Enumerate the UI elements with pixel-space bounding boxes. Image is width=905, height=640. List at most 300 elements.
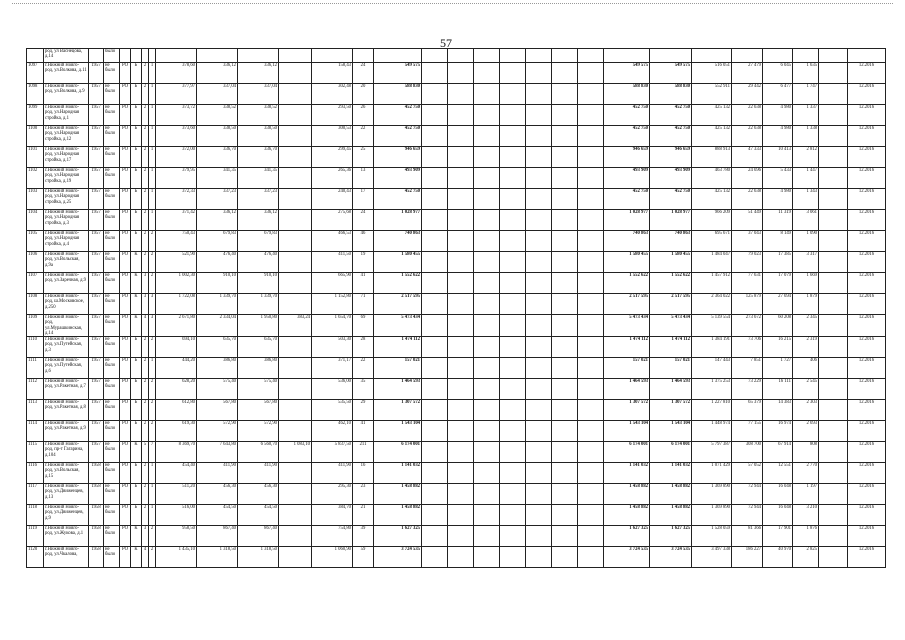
cell-number: 1115 [27, 442, 44, 463]
cell-cost-per-sqm: 2 693 [793, 421, 819, 442]
cell-year: 1957 [89, 147, 104, 168]
cell-address: г.Нижний Новго-род, ул.Народная стройка, д.1 [44, 105, 89, 126]
cell-total-area: 454,40 [156, 463, 197, 484]
cell-total-cost: 1 307 572 [374, 400, 422, 421]
cell-total-area: 378,60 [156, 63, 197, 84]
cell-empty [819, 379, 848, 400]
cell-planned-date: 12.2016 [848, 105, 886, 126]
cell-wall-material: Б [131, 84, 142, 105]
cell-empty [422, 84, 448, 105]
cell-empty [578, 126, 604, 147]
cell-residents: 17 [353, 189, 374, 210]
cell-cost-federal: 1 071 429 [692, 463, 732, 484]
cell-nonresidential-area [279, 547, 312, 568]
table-row [27, 484, 886, 505]
cell-empty [448, 63, 474, 84]
cell-living-area: 341,35 [197, 168, 238, 189]
cell-empty [448, 337, 474, 358]
cell-cost-local: 6 045 [763, 63, 793, 84]
cell-state: не было [104, 547, 120, 568]
cell-common-area: 503,30 [312, 337, 353, 358]
cell-cost-regional: 22 638 [732, 105, 763, 126]
cell-type: РО [120, 421, 131, 442]
cell-nonresidential-area [279, 463, 312, 484]
cell-empty [89, 49, 104, 63]
cell-cost-regional: 37 043 [732, 231, 763, 252]
cell-living-area: 456,30 [197, 484, 238, 505]
cell-common-area: 1 060,90 [312, 547, 353, 568]
cell-cost-total: 740 863 [604, 231, 650, 252]
cell-cost-total: 1 464 593 [604, 379, 650, 400]
cell-planned-date: 12.2016 [848, 63, 886, 84]
cell-empty [500, 294, 526, 315]
cell-cost-fund: 1 474 112 [650, 337, 692, 358]
cell-empty [422, 63, 448, 84]
cell-planned-date: 12.2016 [848, 526, 886, 547]
cell-nonresidential-area [279, 421, 312, 442]
cell-residential-area: 341,35 [238, 168, 279, 189]
cell-number: 1119 [27, 526, 44, 547]
cell-residents: 41 [353, 273, 374, 294]
cell-address: г.Нижний Новго-род, пр-т Гагарина, д.104 [44, 442, 89, 463]
cell-planned-date: 12.2016 [848, 484, 886, 505]
cell-empty [819, 358, 848, 379]
cell-state: не было [104, 105, 120, 126]
cell-empty [552, 126, 578, 147]
cell-nonresidential-area [279, 400, 312, 421]
cell-wall-material: Б [131, 463, 142, 484]
cell-empty [500, 84, 526, 105]
cell-state: не было [104, 294, 120, 315]
cell-empty [819, 84, 848, 105]
cell-total-cost: 3 724 535 [374, 547, 422, 568]
cell-residential-area: 567,80 [238, 400, 279, 421]
cell-type: РО [120, 400, 131, 421]
cell-cost-total: 1 543 104 [604, 421, 650, 442]
cell-type: РО [120, 105, 131, 126]
cell-living-area: 635,70 [197, 337, 238, 358]
cell-residential-area: 1 339,70 [238, 294, 279, 315]
cell-residential-area: 336,12 [238, 63, 279, 84]
cell-residential-area: 386,80 [238, 358, 279, 379]
cell-year: 1958 [89, 484, 104, 505]
cell-floors: 3 [142, 273, 149, 294]
cell-empty [526, 231, 552, 252]
cell-total-cost: 2 517 595 [374, 294, 422, 315]
cell-address: г.Нижний Новго-род, ул.Путейская, д.3 [44, 337, 89, 358]
cell-nonresidential-area [279, 63, 312, 84]
cell-wall-material: Б [131, 168, 142, 189]
cell-type: РО [120, 126, 131, 147]
cell-type: РО [120, 547, 131, 568]
cell-empty [526, 294, 552, 315]
cell-total-cost: 452 750 [374, 126, 422, 147]
cell-total-cost: 6 174 001 [374, 442, 422, 463]
cell-entrances: 3 [149, 294, 156, 315]
cell-cost-fund: 5 473 434 [650, 315, 692, 337]
cell-residential-area: 572,90 [238, 421, 279, 442]
cell-state: не было [104, 505, 120, 526]
cell-planned-date: 12.2016 [848, 84, 886, 105]
cell-residents: 26 [353, 105, 374, 126]
cell-empty [422, 294, 448, 315]
cell-nonresidential-area [279, 147, 312, 168]
cell-empty [474, 337, 500, 358]
cell-floors: 2 [142, 168, 149, 189]
cell-empty [819, 463, 848, 484]
cell-empty [578, 294, 604, 315]
cell-empty [819, 189, 848, 210]
cell-cost-per-sqm: 1 879 [793, 294, 819, 315]
cell-address: г.Нижний Новго-род, ул.Мурашкинская, д.14 [44, 315, 89, 337]
cell-cost-local: 27 694 [763, 294, 793, 315]
cell-common-area: 462,10 [312, 421, 353, 442]
cell-empty [474, 294, 500, 315]
cell-state: не было [104, 210, 120, 231]
cell-residents: 22 [353, 358, 374, 379]
cell-wall-material: Б [131, 379, 142, 400]
cell-cost-per-sqm: 2 303 [793, 400, 819, 421]
cell-entrances: 3 [149, 315, 156, 337]
cell-total-cost: 1 552 622 [374, 273, 422, 294]
cell-empty [500, 147, 526, 168]
cell-empty [552, 273, 578, 294]
cell-nonresidential-area [279, 294, 312, 315]
cell-wall-material: Б [131, 337, 142, 358]
cell-type: РО [120, 315, 131, 337]
cell-empty [819, 294, 848, 315]
cell-empty [474, 484, 500, 505]
cell-empty [422, 168, 448, 189]
cell-type: РО [120, 526, 131, 547]
cell-number: 1120 [27, 547, 44, 568]
cell-nonresidential-area [279, 379, 312, 400]
cell-cost-fund: 2 517 595 [650, 294, 692, 315]
cell-state: не было [104, 189, 120, 210]
cell-empty [552, 252, 578, 273]
cell-empty [422, 252, 448, 273]
cell-address: г.Нижний Новго-род, ул.Народная стройка, д.3 [44, 210, 89, 231]
cell-planned-date: 12.2016 [848, 547, 886, 568]
cell-empty [552, 147, 578, 168]
table-row [27, 526, 886, 547]
cell-empty [819, 252, 848, 273]
cell-cost-total: 588 830 [604, 84, 650, 105]
cell-planned-date: 12.2016 [848, 442, 886, 463]
cell-floors: 2 [142, 147, 149, 168]
cell-year: 1957 [89, 189, 104, 210]
cell-empty [552, 379, 578, 400]
cell-empty [500, 210, 526, 231]
cell-cost-federal: 888 913 [692, 147, 732, 168]
cell-entrances: 2 [149, 421, 156, 442]
cell-wall-material: Б [131, 126, 142, 147]
cell-empty [819, 526, 848, 547]
cell-cost-per-sqm: 2 345 [793, 315, 819, 337]
cell-entrances: 2 [149, 400, 156, 421]
cell-cost-regional: 65 379 [732, 400, 763, 421]
cell-floors: 4 [142, 547, 149, 568]
cell-living-area: 336,70 [197, 147, 238, 168]
cell-empty [422, 442, 448, 463]
cell-total-cost: 1 474 112 [374, 337, 422, 358]
cell-total-cost: 1 028 977 [374, 210, 422, 231]
cell-empty [422, 273, 448, 294]
cell-nonresidential-area [279, 252, 312, 273]
cell-entrances: 1 [149, 210, 156, 231]
cell-nonresidential-area [279, 84, 312, 105]
cell-nonresidential-area [279, 358, 312, 379]
cell-state: не было [104, 379, 120, 400]
cell-cost-federal: 2 364 022 [692, 294, 732, 315]
cell-total-area: 958,50 [156, 526, 197, 547]
cell-planned-date: 12.2016 [848, 400, 886, 421]
cell-year: 1957 [89, 421, 104, 442]
cell-total-area: 379,95 [156, 168, 197, 189]
cell-empty [552, 231, 578, 252]
cell-empty [526, 421, 552, 442]
cell-floors: 2 [142, 421, 149, 442]
cell-living-area: 572,90 [197, 421, 238, 442]
table-body [27, 49, 886, 568]
cell-empty [552, 484, 578, 505]
cell-number: 1113 [27, 400, 44, 421]
cell-floors: 2 [142, 63, 149, 84]
cell-living-area: 386,80 [197, 358, 238, 379]
cell-planned-date: 12.2016 [848, 252, 886, 273]
cell-residential-area: 1 950,80 [238, 315, 279, 337]
cell-cost-total: 2 517 595 [604, 294, 650, 315]
cell-total-area: 750,43 [156, 231, 197, 252]
table-row [27, 105, 886, 126]
cell-cost-total: 1 141 032 [604, 463, 650, 484]
cell-residents: 59 [353, 547, 374, 568]
cell-type: РО [120, 210, 131, 231]
cell-planned-date: 12.2016 [848, 463, 886, 484]
cell-empty [448, 84, 474, 105]
cell-empty [578, 379, 604, 400]
cell-living-area: 567,80 [197, 400, 238, 421]
cell-cost-regional: 186 227 [732, 547, 763, 568]
cell-floors: 2 [142, 252, 149, 273]
cell-cost-local: 67 914 [763, 442, 793, 463]
cell-residential-area: 411,90 [238, 463, 279, 484]
cell-empty [448, 421, 474, 442]
cell-empty [819, 400, 848, 421]
cell-empty [500, 547, 526, 568]
cell-state: не было [104, 168, 120, 189]
cell-state: не было [104, 463, 120, 484]
cell-empty [422, 547, 448, 568]
cell-nonresidential-area [279, 126, 312, 147]
cell-common-area: 411,90 [312, 463, 353, 484]
cell-cost-total: 1 474 112 [604, 337, 650, 358]
cell-empty [422, 337, 448, 358]
table-row [27, 358, 886, 379]
cell-total-area: 516,00 [156, 505, 197, 526]
cell-number: 1118 [27, 505, 44, 526]
cell-address: род, ул Васнецова, д.14 [44, 49, 89, 63]
cell-cost-regional: 27 479 [732, 63, 763, 84]
cell-common-area: 1 654,70 [312, 315, 353, 337]
cell-empty [526, 84, 552, 105]
cell-number: 1102 [27, 168, 44, 189]
cell-empty [500, 273, 526, 294]
cell-cost-federal: 463 780 [692, 168, 732, 189]
cell-cost-per-sqm: 1 747 [793, 84, 819, 105]
cell-planned-date: 12.2016 [848, 126, 886, 147]
table-row [27, 147, 886, 168]
cell-address: г.Нижний Новго-род, ул.Ракетная, д.8 [44, 400, 89, 421]
cell-state: не было [104, 147, 120, 168]
cell-empty [448, 505, 474, 526]
cell-number: 1098 [27, 84, 44, 105]
cell-wall-material: К [131, 294, 142, 315]
cell-cost-fund: 3 724 535 [650, 547, 692, 568]
cell-number: 1103 [27, 189, 44, 210]
cell-entrances: 2 [149, 379, 156, 400]
cell-empty [500, 463, 526, 484]
cell-cost-local: 16 048 [763, 484, 793, 505]
cell-common-area: 275,68 [312, 210, 353, 231]
cell-wall-material: Б [131, 147, 142, 168]
cell-living-area: 454,50 [197, 505, 238, 526]
cell-empty [526, 63, 552, 84]
cell-empty [500, 421, 526, 442]
cell-common-area: 1 152,80 [312, 294, 353, 315]
cell-empty [474, 189, 500, 210]
cell-empty [819, 105, 848, 126]
cell-address: г.Нижний Новго-род, ул.Заречная, д.9 [44, 273, 89, 294]
cell-number: 1109 [27, 315, 44, 337]
cell-state: не было [104, 421, 120, 442]
cell-empty [500, 252, 526, 273]
cell-empty [500, 105, 526, 126]
table-row [27, 189, 886, 210]
cell-type: РО [120, 379, 131, 400]
cell-nonresidential-area [279, 189, 312, 210]
cell-empty [526, 400, 552, 421]
cell-total-cost: 1 627 325 [374, 526, 422, 547]
cell-planned-date: 12.2016 [848, 210, 886, 231]
cell-cost-per-sqm: 1 669 [793, 273, 819, 294]
cell-cost-federal: 1 457 912 [692, 273, 732, 294]
cell-cost-fund: 1 580 455 [650, 252, 692, 273]
cell-year: 1957 [89, 105, 104, 126]
cell-floors: 2 [142, 400, 149, 421]
cell-empty [526, 463, 552, 484]
cell-cost-regional: 22 638 [732, 126, 763, 147]
cell-type: РО [120, 273, 131, 294]
cell-total-cost: 493 909 [374, 168, 422, 189]
cell-number: 1111 [27, 358, 44, 379]
cell-address: г.Нижний Новго-род, ул.Народная стройка, д.17 [44, 147, 89, 168]
cell-cost-per-sqm: 1 876 [793, 526, 819, 547]
cell-floors: 2 [142, 210, 149, 231]
cell-empty [526, 379, 552, 400]
cell-cost-regional: 57 052 [732, 463, 763, 484]
cell-cost-regional: 77 155 [732, 421, 763, 442]
cell-empty [448, 358, 474, 379]
cell-cost-fund: 1 307 572 [650, 400, 692, 421]
cell-cost-fund: 549 575 [650, 63, 692, 84]
cell-empty [578, 63, 604, 84]
cell-year: 1957 [89, 442, 104, 463]
cell-cost-federal: 147 443 [692, 358, 732, 379]
cell-wall-material: К [131, 547, 142, 568]
cell-entrances: 1 [149, 126, 156, 147]
cell-total-cost: 1 580 455 [374, 252, 422, 273]
cell-cost-regional: 125 879 [732, 294, 763, 315]
cell-total-cost: 740 863 [374, 231, 422, 252]
cell-empty [500, 379, 526, 400]
cell-residents: 21 [353, 505, 374, 526]
table-row [27, 505, 886, 526]
cell-empty [552, 505, 578, 526]
cell-wall-material: Б [131, 105, 142, 126]
cell-type: РО [120, 168, 131, 189]
cell-cost-fund: 1 552 622 [650, 273, 692, 294]
cell-empty [819, 421, 848, 442]
cell-year: 1958 [89, 463, 104, 484]
cell-cost-per-sqm: 406 [793, 358, 819, 379]
cell-cost-local: 11 319 [763, 210, 793, 231]
cell-cost-per-sqm: 2 770 [793, 463, 819, 484]
cell-cost-local: 10 413 [763, 147, 793, 168]
cell-cost-per-sqm: 2 812 [793, 147, 819, 168]
cell-empty [474, 463, 500, 484]
cell-total-area: 1 002,30 [156, 273, 197, 294]
cell-entrances: 7 [149, 442, 156, 463]
cell-empty [578, 84, 604, 105]
cell-wall-material: К [131, 273, 142, 294]
cell-year: 1957 [89, 358, 104, 379]
cell-entrances: 2 [149, 273, 156, 294]
cell-state: не было [104, 337, 120, 358]
cell-empty [578, 315, 604, 337]
cell-empty [474, 547, 500, 568]
cell-empty [500, 337, 526, 358]
table-row [27, 315, 886, 337]
cell-empty [422, 231, 448, 252]
cell-empty [422, 315, 448, 337]
cell-empty [422, 147, 448, 168]
cell-empty [526, 189, 552, 210]
table-row [27, 273, 886, 294]
cell-cost-per-sqm: 3 061 [793, 210, 819, 231]
cell-living-area: 2 334,04 [197, 315, 238, 337]
cell-number: 1116 [27, 463, 44, 484]
cell-total-area: 377,97 [156, 84, 197, 105]
cell-empty [526, 442, 552, 463]
cell-empty [552, 526, 578, 547]
cell-type: РО [120, 252, 131, 273]
cell-empty [578, 547, 604, 568]
cell-residents: 35 [353, 379, 374, 400]
cell-empty [474, 126, 500, 147]
cell-cost-regional: 73 229 [732, 379, 763, 400]
cell-cost-per-sqm: 1 337 [793, 105, 819, 126]
cell-empty [578, 358, 604, 379]
cell-cost-total: 493 909 [604, 168, 650, 189]
cell-cost-federal: 425 132 [692, 105, 732, 126]
cell-common-area: 754,80 [312, 526, 353, 547]
cell-cost-regional: 47 333 [732, 147, 763, 168]
cell-cost-fund: 946 659 [650, 147, 692, 168]
cell-empty [474, 210, 500, 231]
cell-common-area: 240,43 [312, 189, 353, 210]
cell-total-cost: 1 458 882 [374, 505, 422, 526]
